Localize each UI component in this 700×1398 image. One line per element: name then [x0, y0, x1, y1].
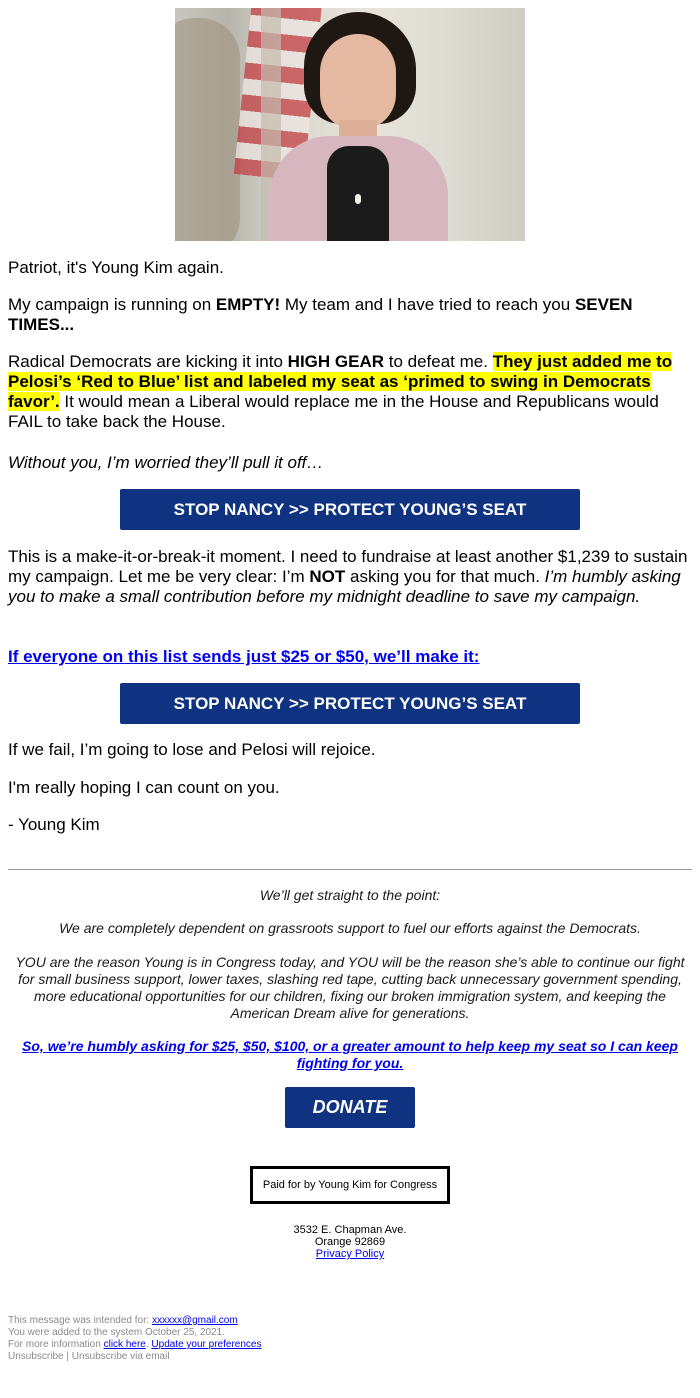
- humbly-asking-link[interactable]: So, we’re humbly asking for $25, $50, $100, or a greater amount to help keep my seat so I can keep fighting for you.: [22, 1038, 678, 1071]
- paragraph-high-gear: Radical Democrats are kicking it into HIGH GEAR to defeat me. They just added me to Pelosi’s ‘Red to Blue’ list and labeled my seat as ‘primed to swing in Democrats favor’. It would mean a Liberal would replace me in the House and Republicans would FAIL to take back the House.: [8, 352, 673, 431]
- paragraph-empty: My campaign is running on EMPTY! My team and I have tried to reach you SEVEN TIMES...: [8, 295, 633, 334]
- address-street: 3532 E. Chapman Ave.: [293, 1224, 407, 1236]
- paragraph-worried: Without you, I’m worried they’ll pull it off…: [8, 453, 324, 472]
- straight-to-point-text: We’ll get straight to the point:: [259, 887, 441, 903]
- paragraph-fundraise: This is a make-it-or-break-it moment. I need to fundraise at least another $1,239 to sustain my campaign. Let me be very clear: I’m NOT asking you for that much. I’m humbly asking you to make a small contribution before my midnight deadline to save my campaign.: [8, 547, 688, 606]
- intended-for-line: This message was intended for: xxxxxx@gmail.com: [8, 1315, 238, 1326]
- stop-nancy-button-2[interactable]: STOP NANCY >> PROTECT YOUNG’S SEAT: [120, 683, 580, 724]
- donate-button[interactable]: DONATE: [285, 1087, 415, 1128]
- added-line: You were added to the system October 25, 2021.: [8, 1327, 225, 1338]
- stop-nancy-button[interactable]: STOP NANCY >> PROTECT YOUNG’S SEAT: [120, 489, 580, 530]
- reason-text: YOU are the reason Young is in Congress today, and YOU will be the reason she’s able to continue our fight for small business support, lower taxes, slashing red tape, cutting back unnecessary government spending, more educational opportunities for our children, fixing our broken immigration system, and keeping the American Dream alive for generations.: [15, 954, 685, 1021]
- privacy-policy-link[interactable]: Privacy Policy: [315, 1248, 385, 1260]
- click-here-link[interactable]: click here: [103, 1339, 146, 1350]
- intro-text: Patriot, it's Young Kim again.: [8, 258, 224, 277]
- update-preferences-link[interactable]: Update your preferences: [151, 1339, 262, 1350]
- more-info-line: For more information click here. Update your preferences: [8, 1339, 262, 1350]
- unsubscribe-line[interactable]: Unsubscribe | Unsubscribe via email: [8, 1351, 170, 1362]
- paragraph-hoping: I'm really hoping I can count on you.: [8, 778, 280, 797]
- paid-for-box: [250, 1166, 450, 1204]
- candidate-photo: [175, 8, 525, 241]
- everyone-sends-link[interactable]: If everyone on this list sends just $25 or $50, we’ll make it:: [8, 647, 480, 666]
- divider: [8, 869, 692, 870]
- paragraph-fail: If we fail, I’m going to lose and Pelosi will rejoice.: [8, 740, 376, 759]
- grassroots-text: We are completely dependent on grassroots support to fuel our efforts against the Democrats.: [59, 920, 641, 936]
- paid-for-text: Paid for by Young Kim for Congress: [262, 1179, 438, 1191]
- signature: - Young Kim: [8, 815, 100, 834]
- highlighted-text: They just added me to Pelosi’s ‘Red to Blue’ list and labeled my seat as ‘primed to swing in Democrats favor’.: [8, 352, 673, 411]
- email-link[interactable]: xxxxxx@gmail.com: [151, 1315, 238, 1326]
- address-city: Orange 92869: [314, 1236, 386, 1248]
